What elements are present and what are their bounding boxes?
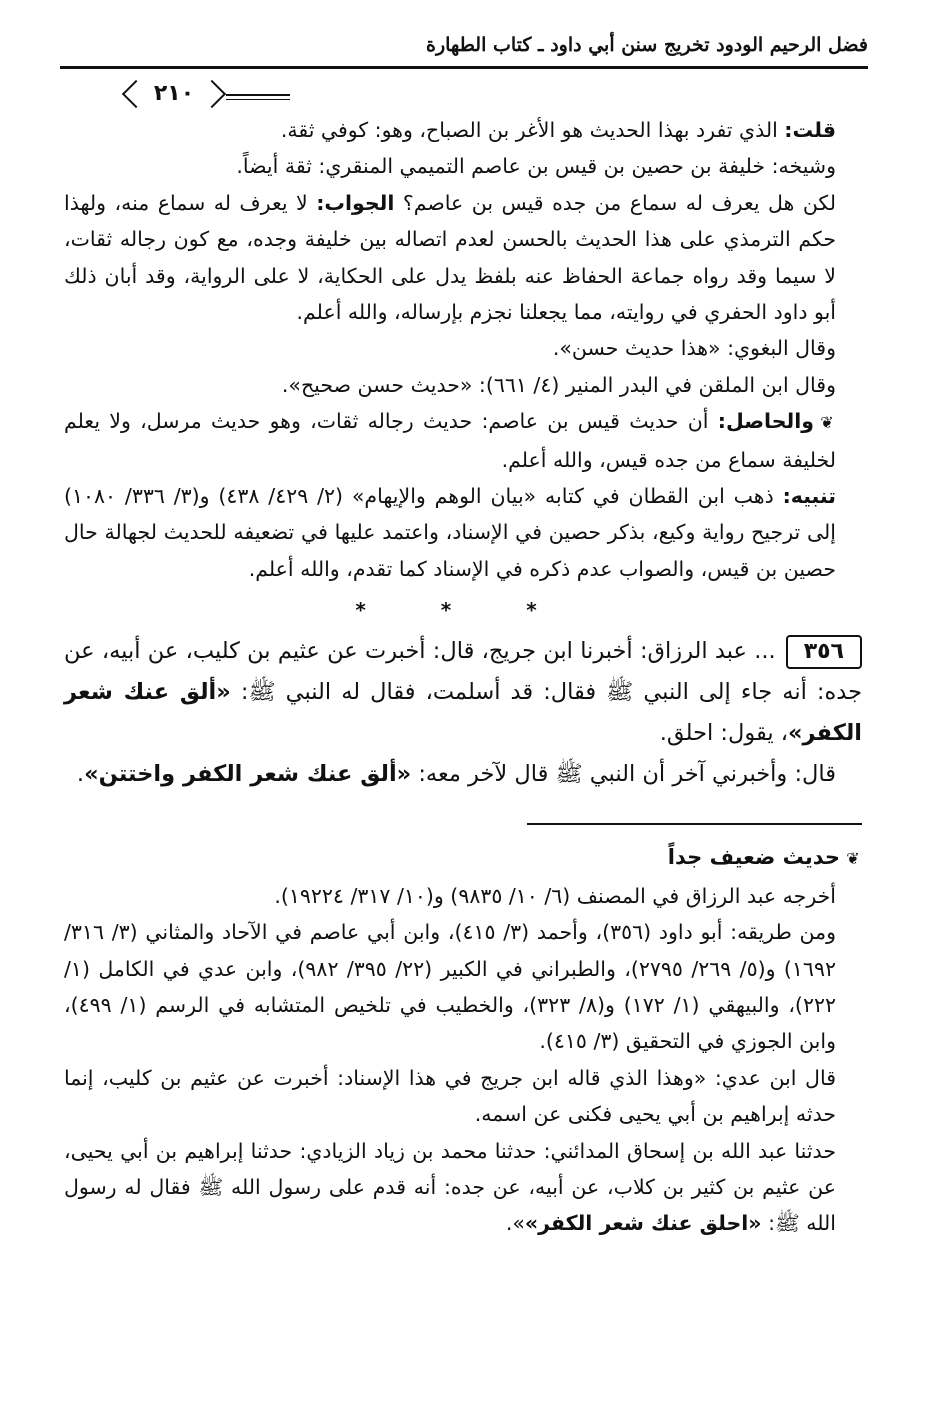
paragraph-text: لكن هل يعرف له سماع من جده قيس بن عاصم؟ xyxy=(394,190,836,215)
grading-text: حديث ضعيف جداً xyxy=(667,845,840,870)
hadith-text: قال: وأخبرني آخر أن النبي ﷺ قال لآخر معه: xyxy=(411,761,836,788)
page-header xyxy=(60,34,868,104)
fleuron-icon: ❦ xyxy=(846,849,860,869)
ornament-rule xyxy=(226,94,290,96)
paragraph: وشيخه: خليفة بن حصين بن قيس بن عاصم التميمي المنقري: ثقة أيضاً. xyxy=(236,154,836,179)
hadith-paragraph xyxy=(64,754,862,795)
paragraph: ومن طريقه: أبو داود (٣٥٦)، وأحمد (٣/ ٤١٥)، وابن أبي عاصم في الآحاد والمثاني (٣/ ٣١٦/ ١٦٩٢) و(٥/ ٢٦٩/ ٢٧٩٥)، والطبراني في الكبير (٢٢/ ٣٩٥/ ٩٨٢)، وابن عدي في الكامل (١/ ٢٢٢)، والبيهقي (١/ ١٧٢) و(٨/ ٣٢٣)، والخطيب في تلخيص المتشابه في الرسم (١/ ٤٩٩)، وابن الجوزي في التحقيق (٣/ ٤١٥). xyxy=(64,920,836,1054)
page-number: ٢١٠ xyxy=(132,80,216,108)
paragraph xyxy=(64,478,862,587)
header-rule xyxy=(60,66,868,69)
term-label: الجواب: xyxy=(316,190,395,215)
page-body xyxy=(64,112,862,1242)
paragraph: أخرجه عبد الرزاق في المصنف (٦/ ١٠/ ٩٨٣٥) و(١٠/ ٣١٧/ ١٩٢٢٤). xyxy=(274,883,836,908)
paragraph xyxy=(64,403,862,478)
grading-heading xyxy=(64,839,862,877)
term-label: قلت: xyxy=(784,118,836,142)
term-label: والحاصل: xyxy=(717,409,814,434)
paragraph-text: ». xyxy=(505,1211,525,1236)
fleuron-icon: ❦ xyxy=(820,413,834,433)
section-rule xyxy=(527,823,862,825)
paragraph-text: ذهب ابن القطان في كتابه «بيان الوهم والإيهام» (٢/ ٤٢٩/ ٤٣٨) و(٣/ ٣٣٦/ ١٠٨٠) إلى ترجيح رواية وكيع، بذكر حصين في الإسناد، واعتمد عليها في تضعيفه للحديث لجهالة حال حصين بن قيس، والصواب عدم ذكره في الإسناد كما تقدم، والله أعلم. xyxy=(64,484,836,581)
paragraph: قال ابن عدي: «وهذا الذي قاله ابن جريج في هذا الإسناد: أخبرت عن عثيم بن كليب، إنما حدثه إبراهيم بن أبي يحيى فكنى عن اسمه. xyxy=(64,1065,836,1127)
hadith-text: ، يقول: احلق. xyxy=(659,720,789,747)
paragraph: وقال البغوي: «هذا حديث حسن». xyxy=(552,336,836,361)
paragraph xyxy=(64,185,862,331)
prophetic-quote: «ألق عنك شعر الكفر واختتن» xyxy=(84,761,412,788)
paragraph xyxy=(64,1133,862,1242)
running-title: فضل الرحيم الودود تخريج سنن أبي داود ـ كتاب الطهارة xyxy=(426,34,868,56)
ornament-rule-thin xyxy=(226,99,290,100)
hadith-paragraph xyxy=(64,631,862,754)
paragraph-text: حدثنا عبد الله بن إسحاق المدائني: حدثنا محمد بن زياد الزيادي: حدثنا إبراهيم بن أبي يحيى، عن عثيم بن كثير بن كلاب، عن أبيه، عن جده: أنه قدم على رسول الله ﷺ فقال له رسول الله ﷺ: xyxy=(64,1138,836,1236)
hadith-text: ... عبد الرزاق: أخبرنا ابن جريج، قال: أخبرت عن عثيم بن كليب، عن أبيه، عن جده: أنه جاء إلى النبي ﷺ فقال: قد أسلمت، فقال له النبي ﷺ: xyxy=(64,638,862,706)
paragraph-text: لا يعرف له سماع منه، ولهذا حكم الترمذي على هذا الحديث بالحسن لعدم اتصاله بين خليفة وجده، مع كون رجاله ثقات، لا سيما وقد رواه جماعة الحفاظ عنه بلفظ يدل على الحكاية، لا على الرواية، وقد أبان ذلك أبو داود الحفري في روايته، مما يجعلنا نجزم بإرساله، والله أعلم. xyxy=(64,190,836,325)
page-number-ornament xyxy=(60,82,290,108)
prophetic-quote: «ألق عنك شعر الكفر» xyxy=(64,679,862,747)
prophetic-quote: «احلق عنك شعر الكفر» xyxy=(524,1211,762,1236)
paragraph-text: الذي تفرد بهذا الحديث هو الأغر بن الصباح، وهو: كوفي ثقة. xyxy=(280,118,785,142)
hadith-block xyxy=(64,631,862,795)
paragraph: وقال ابن الملقن في البدر المنير (٤/ ٦٦١): «حديث حسن صحيح». xyxy=(281,372,836,397)
term-label: تنبيه: xyxy=(782,484,836,509)
paragraph xyxy=(64,112,862,148)
paragraph-text: أن حديث قيس بن عاصم: حديث رجاله ثقات، وهو حديث مرسل، ولا يعلم لخليفة سماع من جده قيس، والله أعلم. xyxy=(64,409,836,472)
hadith-number: ٣٥٦ xyxy=(786,635,862,669)
section-separator: * * * xyxy=(355,598,571,623)
hadith-text: . xyxy=(76,761,85,788)
